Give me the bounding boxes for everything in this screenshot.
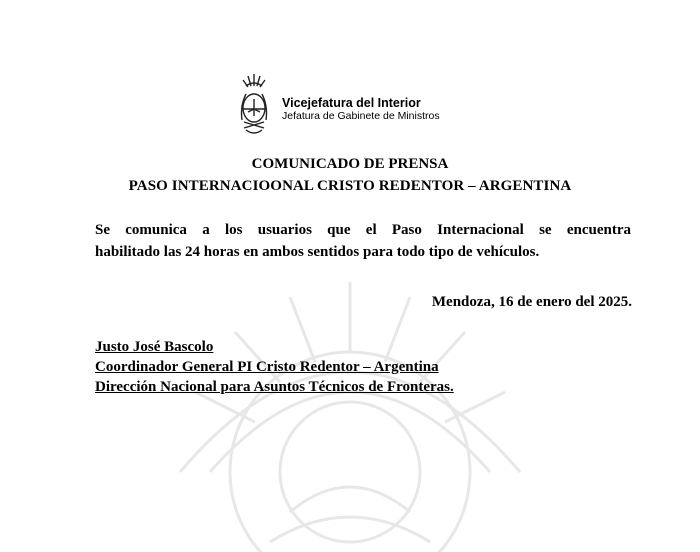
letterhead — [236, 72, 440, 138]
press-release-subtitle: PASO INTERNACIOONAL CRISTO REDENTOR – ARGENTINA — [128, 178, 572, 194]
signature-block — [95, 337, 454, 397]
signatory-role: Coordinador General PI Cristo Redentor – Argentina — [95, 359, 439, 375]
release-date: Mendoza, 16 de enero del 2025. — [431, 294, 632, 310]
signatory-office: Dirección Nacional para Asuntos Técnicos de Fronteras. — [95, 379, 454, 395]
body-line-1: Se comunica a los usuarios que el Paso Internacional se encuentra — [95, 222, 631, 238]
press-release-title: COMUNICADO DE PRENSA — [251, 156, 449, 172]
signatory-name: Justo José Bascolo — [95, 339, 214, 355]
letterhead-office: Vicejefatura del Interior — [282, 95, 421, 110]
letterhead-department: Jefatura de Gabinete de Ministros — [282, 110, 440, 123]
press-release-body — [95, 219, 631, 263]
coat-of-arms-icon — [236, 72, 272, 138]
body-line-2: habilitado las 24 horas en ambos sentidos para todo tipo de vehículos. — [95, 244, 540, 260]
